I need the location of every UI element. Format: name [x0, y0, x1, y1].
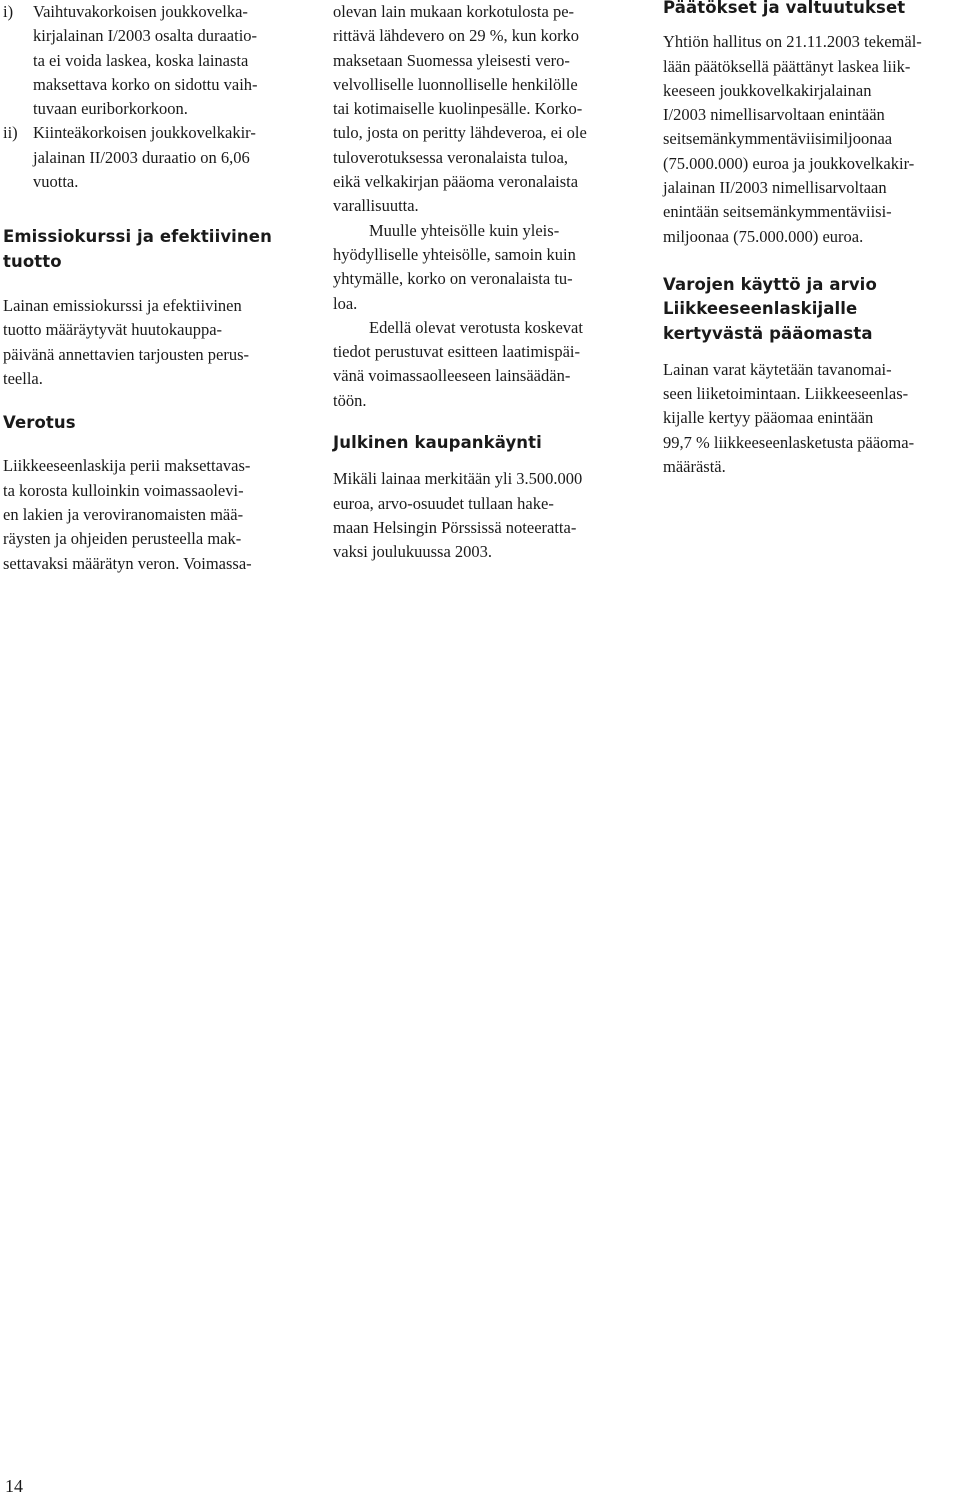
left-column — [3, 0, 301, 576]
middle-column — [333, 0, 633, 565]
paragraph-varojen-kaytto: Lainan varat käytetään tavanomai- seen liiketoimintaan. Liikkeeseenlas- kijalle kertyy pääomaa enintään 99,7 % liikkeeseenlasketusta pääoma- määrästä. — [663, 359, 915, 477]
paragraph-paatokset: Yhtiön hallitus on 21.11.2003 tekemäl- lään päätöksellä päättänyt laskea liik- keeseen joukkovelkakirjalainan I/2003 nimellisarvoltaan enintään seitsemänkymmentäviisimiljoonaa (75.000.000) euroa ja joukkovelkakir- jalainan II/2003 nimellisarvoltaan enintään seitsemänkymmentäviisi- miljoonaa (75.000.000) euroa. — [663, 32, 922, 246]
heading-julkinen-kaupankaynti: Julkinen kaupankäynti — [333, 433, 542, 453]
paragraph-verotus-continued: olevan lain mukaan korkotulosta pe- rittävä lähdevero on 29 %, kun korko maksetaan Suomessa yleisesti vero- velvolliselle luonnolliselle henkilölle tai kotimaiselle kuolinpesälle. Korko- tulo, josta on peritty lähdeveroa, ei ole tuloverotuksessa veronalaista tuloa, eikä velkakirjan pääoma veronalaista varallisuutta. — [333, 2, 587, 216]
list-marker: ii) — [3, 123, 18, 143]
paragraph-verotus-yhteiso: Muulle yhteisölle kuin yleis- hyödylliselle yhteisölle, samoin kuin yhtymälle, korko on veronalaista tu- loa. — [333, 220, 576, 313]
heading-emissiokurssi: Emissiokurssi ja efektiivinen tuotto — [3, 227, 272, 271]
paragraph-kaupankaynti: Mikäli lainaa merkitään yli 3.500.000 euroa, arvo-osuudet tullaan hake- maan Helsingin Pörssissä noteeratta- vaksi joulukuussa 2003. — [333, 469, 583, 562]
right-column — [663, 0, 960, 479]
page-number: 14 — [5, 1476, 23, 1496]
list-item — [3, 0, 301, 121]
heading-varojen-kaytto: Varojen käyttö ja arvio Liikkeeseenlaskijalle kertyvästä pääomasta — [663, 274, 877, 343]
heading-paatokset: Päätökset ja valtuutukset — [663, 0, 906, 17]
list-marker: i) — [3, 2, 14, 21]
list-item — [3, 121, 301, 194]
paragraph-verotus-lainsaadanto: Edellä olevat verotusta koskevat tiedot perustuvat esitteen laatimispäi- vänä voimassaolleeseen lainsäädän- töön. — [333, 317, 583, 410]
paragraph-emissiokurssi: Lainan emissiokurssi ja efektiivinen tuotto määräytyvät huutokauppa- päivänä annettavien tarjousten perus- teella. — [3, 295, 250, 388]
list-item-text: Kiinteäkorkoisen joukkovelkakir- jalainan II/2003 duraatio on 6,06 vuotta. — [33, 123, 256, 192]
list-item-text: Vaihtuvakorkoisen joukkovelka- kirjalainan I/2003 osalta duraatio- ta ei voida laskea, koska lainasta maksettava korko on sidottu vaih- tuvaan euriborkorkoon. — [33, 2, 258, 119]
paragraph-verotus: Liikkeeseenlaskija perii maksettavas- ta korosta kulloinkin voimassaolevi- en lakien ja veroviranomaisten mää- räysten ja ohjeiden perusteella mak- settavaksi määrätyn veron. Voimassa- — [3, 456, 252, 573]
heading-verotus: Verotus — [3, 413, 76, 433]
